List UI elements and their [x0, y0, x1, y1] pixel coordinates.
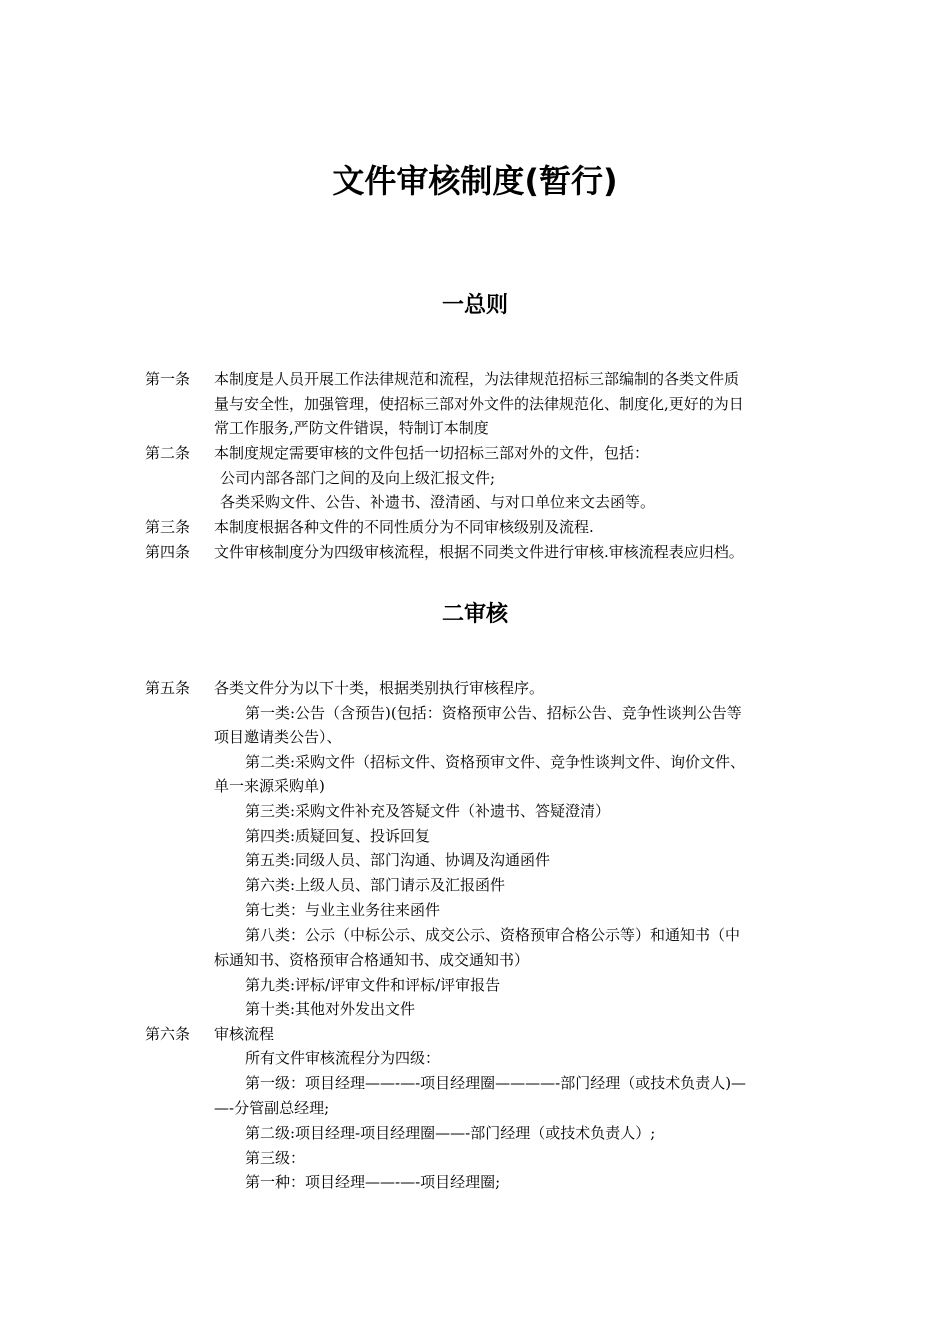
section-heading-review: 二审核	[441, 602, 508, 627]
article-text-line: 第五类:同级人员、部门沟通、协调及沟通函件	[245, 851, 551, 869]
article-label: 第二条	[145, 444, 191, 462]
article-text-line: 各类采购文件、公告、补遗书、澄清函、与对口单位来文去函等。	[220, 493, 656, 511]
article-text-line: 第三类:采购文件补充及答疑文件（补遗书、答疑澄清）	[245, 802, 611, 820]
article-text-line: 第一类:公告（含预告)(包括：资格预审公告、招标公告、竞争性谈判公告等	[245, 704, 742, 722]
article-text-line: 公司内部各部门之间的及向上级汇报文件;	[220, 469, 496, 487]
article-text-line: 标通知书、资格预审合格通知书、成交通知书）	[214, 951, 530, 969]
article-text-line: 审核流程	[214, 1025, 275, 1043]
article-text-line: 第四类:质疑回复、投诉回复	[245, 827, 431, 845]
article-text-line: 第七类：与业主业务往来函件	[245, 901, 441, 919]
article-text-line: 第十类:其他对外发出文件	[245, 1000, 416, 1018]
article-text-line: 文件审核制度分为四级审核流程，根据不同类文件进行审核.审核流程表应归档。	[214, 543, 744, 561]
article-text-line: 本制度是人员开展工作法律规范和流程，为法律规范招标三部编制的各类文件质	[214, 370, 740, 388]
article-text-line: —-分管副总经理;	[214, 1099, 330, 1117]
article-text-line: 本制度规定需要审核的文件包括一切招标三部对外的文件，包括：	[214, 444, 650, 462]
article-text-line: 各类文件分为以下十类，根据类别执行审核程序。	[214, 679, 545, 697]
article-text-line: 第二级:项目经理-项目经理圈——-部门经理（或技术负责人）;	[245, 1124, 656, 1142]
section-heading-general: 一总则	[441, 293, 508, 318]
article-label: 第三条	[145, 518, 191, 536]
article-label: 第六条	[145, 1025, 191, 1043]
article-text-line: 单一来源采购单)	[214, 777, 325, 795]
article-text-line: 项目邀请类公告）、	[214, 728, 342, 746]
article-text-line: 第三级：	[245, 1149, 306, 1167]
article-text-line: 常工作服务,严防文件错误，特制订本制度	[214, 419, 489, 437]
article-label: 第五条	[145, 679, 191, 697]
article-text-line: 第九类:评标/评审文件和评标/评审报告	[245, 976, 501, 994]
article-text-line: 第一级：项目经理——-—-项目经理圈————-部门经理（或技术负责人)—	[245, 1074, 747, 1092]
article-label: 第四条	[145, 543, 191, 561]
document-title: 文件审核制度(暂行)	[332, 162, 618, 200]
article-text-line: 本制度根据各种文件的不同性质分为不同审核级别及流程.	[214, 518, 594, 536]
article-text-line: 第一种：项目经理——-—-项目经理圈;	[245, 1173, 501, 1191]
article-text-line: 第六类:上级人员、部门请示及汇报函件	[245, 876, 506, 894]
article-text-line: 量与安全性，加强管理，使招标三部对外文件的法律规范化、制度化,更好的为日	[214, 395, 744, 413]
article-text-line: 第八类：公示（中标公示、成交公示、资格预审合格公示等）和通知书（中	[245, 926, 741, 944]
article-text-line: 所有文件审核流程分为四级：	[245, 1049, 441, 1067]
article-text-line: 第二类:采购文件（招标文件、资格预审文件、竞争性谈判文件、询价文件、	[245, 753, 746, 771]
article-label: 第一条	[145, 370, 191, 388]
